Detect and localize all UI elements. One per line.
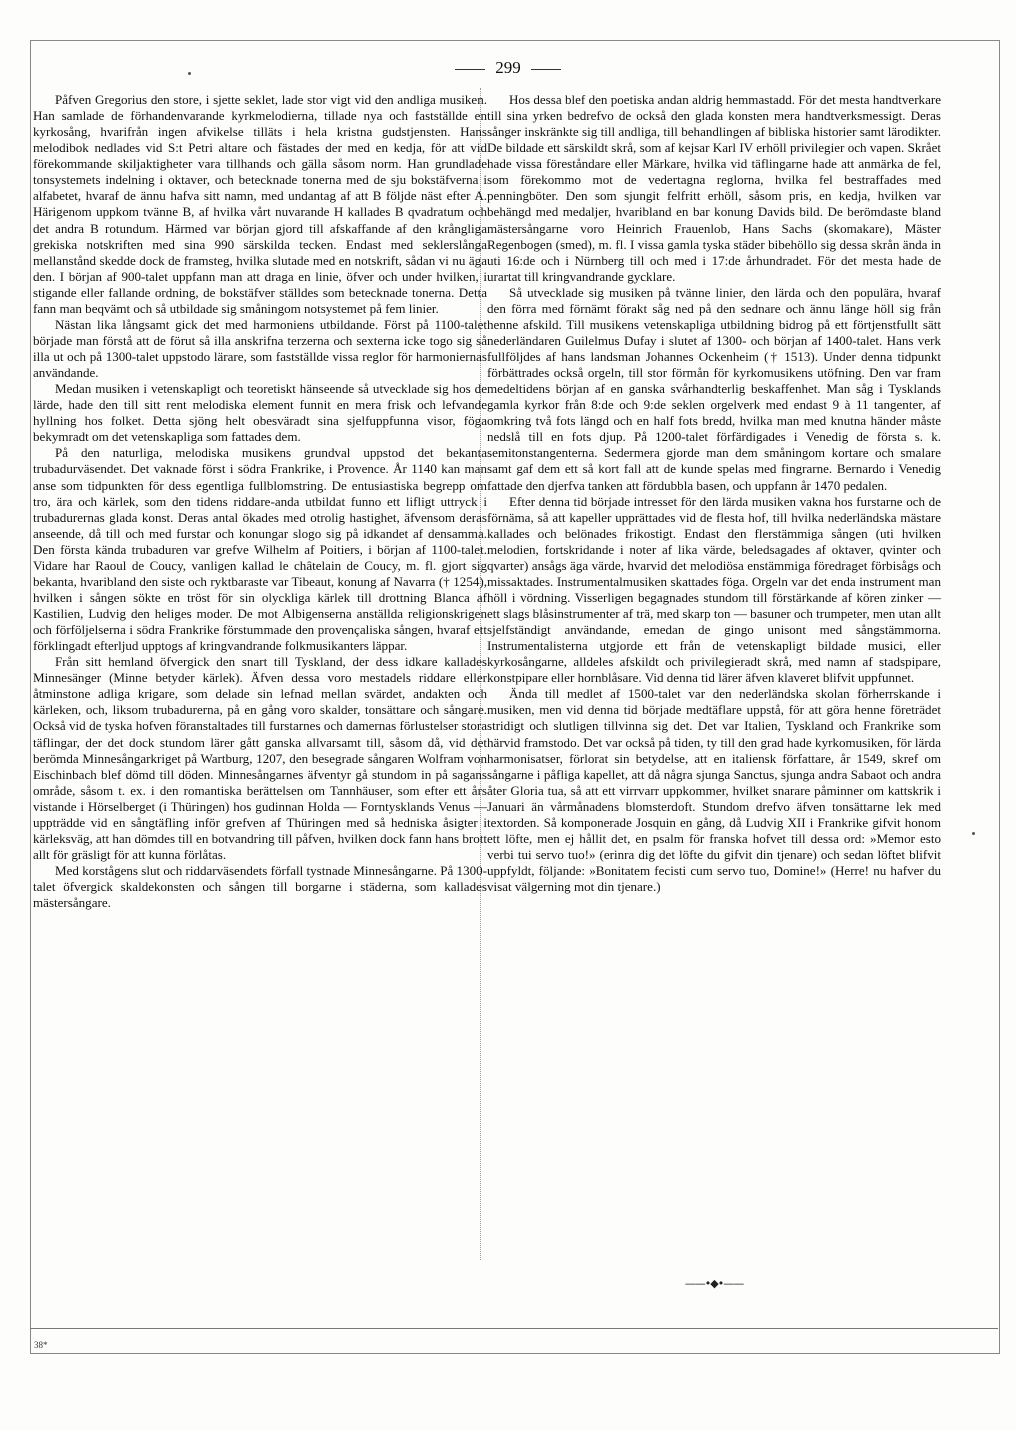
paragraph: På den naturliga, melodiska musikens grundval uppstod det bekanta trubadurväsendet. Det vaknade först i södra Frankrike, i Provence. År 1140 kan man anse som tidpunkten för dess egentliga fullblomstring. De entusiastiska begrepp om tro, ära och kärlek, som den tidens riddare-anda utbildat funno ett lifligt uttryck i trubadurernas glada konst. Deras antal ökades med otrolig hastighet, äfvensom deras anseende, då till och med furstar och konungar slogo sig på idkandet af densamma. Den första kända trubaduren var grefve Wilhelm af Poitiers, i början af 1100-talet. Vidare har Raoul de Coucy, vanligen kallad le châtelain de Coucy, m. fl. gjort sig bekanta, hvaribland den siste och ryktbaraste var Tibeaut, konung af Navarra († 1254), hvilken i sången sökte en tröst för sin olyckliga kärlek till drottning Blanca af Kastilien, Ludvig den heliges moder. De mot Albigenserna anställda religionskrigen och förföljelserna i södra Frankrike förstummade den provençaliska sången, hvaraf ett förklingadt efterljud upptogs af kringvandrande folkmusikanters läppar. <box>33 445 487 654</box>
printer-signature: 38* <box>34 1340 48 1350</box>
end-ornament: ——•◆•—— <box>684 1277 744 1290</box>
paragraph: Medan musiken i vetenskapligt och teoretiskt hänseende så utvecklade sig hos de lärde, hade den till sitt rent melodiska element funnit en mera frisk och lefvande hyllning hos folket. Detta sjöng helt obesväradt sina sjelfuppfunna visor, föga bekymradt om det vetenskapliga som fattades dem. <box>33 381 487 445</box>
right-column <box>487 92 941 895</box>
paragraph: Efter denna tid började intresset för den lärda musiken vakna hos furstarne och de förnäma, så att kapeller upprättades vid de flesta hof, till hvilka nederländska mästare kallades och belönades frikostigt. Endast den flerstämmiga sången (uti hvilken melodien, fortskridande i noter af lika värde, beledsagades af oktaver, qvinter och qvarter) ansågs äga värde, hvarvid det melodiösa enstämmiga föredraget förbisågs och missaktades. Instrumentalmusiken skattades föga. Orgeln var det enda instrument man höll i vördning. Visserligen begagnades stundom till förstärkande af kören zinker — ett slags blåsinstrumenter af trä, med skarp ton — basuner och trumpeter, men utan allt sjelfständigt användande, emedan de gingo unisont med sångstämmorna. Instrumentalisterna utgjorde ett från de vetenskapligt bildade musici, eller kyrkosångarne, alldeles afskildt och privilegieradt skrå, med namn af stadspipare, konstpipare eller hornblåsare. Vid denna tid lärer äfven klaveret blifvit uppfunnet. <box>487 493 941 686</box>
paragraph: Från sitt hemland öfvergick den snart till Tyskland, der dess idkare kallades Minnesänger (Minne betyder kärlek). Äfven dessa voro mestadels riddare eller åtminstone adliga krigare, som delade sin lefnad mellan svärdet, andakten och kärleken, och, liksom trubadurerna, på en gång voro skalder, tonsättare och sångare. Också vid de tyska hofven föranstaltades till furstarnes och damernas förlustelser stora täflingar, der det dock stundom lärer gått ganska allvarsamt till, såsom då, vid det berömda Minnesångarkriget på Wartburg, 1207, den besegrade sångaren Wolfram von Eischinbach blef dömd till döden. Minnesångarnes äfventyr gå stundom in på sagans område, såsom t. ex. i den romantiska berättelsen om Tannhäuser, som efter ett års vistande i Hörselberget (i Thüringen) hos gudinnan Holda — Forntysklands Venus — uppträdde vid en sångtäfling inför grefven af Thüringen med så hedniska åsigter i kärleksväg, att han dömdes till en botvandring till påfven, hvilken dock fann hans brott allt för gräsligt för att kunna förlåtas. <box>33 654 487 862</box>
footer-rule <box>30 1328 998 1329</box>
print-speck <box>972 832 975 835</box>
paragraph: Hos dessa blef den poetiska andan aldrig hemmastadd. För det mesta handtverkare till sina yrken bedrefvo de också den glada konsten mera handtverksmessigt. Deras sånger inskränkte sig till andliga, till behandlingen af bibliska historier samt lärodikter. De bildade ett särskildt skrå, som af kejsar Karl IV erhöll privilegier och vapen. Skrået hade vissa föreståndare eller Märkare, hvilka vid täflingarne hade att anmärka de fel, som förekommo mot de vedertagna reglorna, hvilka fel bestraffades med penningböter. Den som sjungit felfritt erhöll, såsom pris, en kedja, hvilken var behängd med medaljer, hvaribland en bar konung Davids bild. De berömdaste bland mästersångarne voro Heinrich Frauenlob, Hans Sachs (skomakare), Mäster Regenbogen (smed), m. fl. I vissa gamla tyska städer bibehöllo sig dessa skrån ända in uti 16:de och i Nürnberg till och med i 17:de århundradet. För det mesta hade de urartat till kringvandrande gycklare. <box>487 92 941 284</box>
page-number: 299 <box>495 58 521 77</box>
paragraph: Nästan lika långsamt gick det med harmoniens utbildande. Först på 1100-talet började man förstå att de förut så illa anskrifna terzerna och sexterna icke togo sig så illa ut och på 1300-talet uppstodo lärare, som fastställde vissa reglor för harmoniernas användande. <box>33 316 487 381</box>
paragraph: Ända till medlet af 1500-talet var den nederländska skolan förherrskande i musiken, men vid denna tid började medtäflare uppstå, för att göra henne företrädet stridigt och slutligen tillvinna sig det. Det var Italien, Tyskland och Frankrike som härvid framstodo. Det var också på tiden, ty till den grad hade kyrkomusiken, för lärda harmonisatser, förlorat sin betydelse, att en italiensk författare, år 1549, skref om sångarne i påfliga kapellet, att då några sjunga Sanctus, sjunga andra Sabaot och andra åter Gloria tua, så att ett virrvarr uppkommer, hvilket snarare påminner om kattskrik i Januari än vårmånadens blomsterdoft. Stundom drefvo äfven tonsättarne lek med textorden. Så komponerade Josquin en gång, då Ludvig XII i Frankrike gifvit honom ett löfte, men ej hållit det, en psalm för franska hofvet till dessa ord: »Memor esto verbi tui servo tuo!» (erinra dig det löfte du gifvit din tjenare) och sedan löftet blifvit uppfyldt, följande: »Bonitatem fecisti cum servo tuo, Domine!» (Herre! nu hafver du visat välgerning mot din tjenare.) <box>487 686 941 895</box>
paragraph: Med korstågens slut och riddarväsendets förfall tystnade Minnesångarne. På 1300-talet öfvergick skaldekonsten och sången till borgarne i städerna, som kallades mästersångare. <box>33 863 487 911</box>
page-number-dash <box>455 69 485 70</box>
paragraph: Påfven Gregorius den store, i sjette seklet, lade stor vigt vid den andliga musiken. Han samlade de förhandenvarande kyrkmelodierna, tillade nya och fastställde en kyrkosång, hvarifrån ingen afvikelse tilläts i hela kristna gudstjensten. Hans melodibok nedlades vid S:t Petri altare och fästades der med en kedja, för att vid förekommande skiljaktigheter vara tillhands och gälla såsom norm. Han grundlade tonsystemets indelning i oktaver, och betecknade tonerna med de sju bokstäfverna i alfabetet, hvaraf de ännu hafva sitt namn, med undantag af att B följde näst efter A. Härigenom uppkom tvänne B, af hvilka vårt nuvarande H kallades B qvadratum och det andra B rotundum. Härmed var början gjord till afskaffande af den krångliga grekiska notskriften med sina 990 särskilda tecken. Endast med seklerslånga mellanstånd skedde dock de framsteg, hvilka slutade med en notskrift, sådan vi nu äga den. I början af 900-talet uppfann man att draga en linie, öfver och under hvilken, i stigande eller fallande ordning, de bokstäfver ställdes som betecknade tonerna. Detta fann man beqvämt och så utbildade sig småningom notsystemet på fem linier. <box>33 92 487 316</box>
page-number-header <box>0 58 1016 78</box>
page-number-dash <box>531 69 561 70</box>
left-column <box>33 92 487 911</box>
paragraph: Så utvecklade sig musiken på tvänne linier, den lärda och den populära, hvaraf den förra med förnämt förakt såg ned på den sednare och ännu länge höll sig från henne afskild. Till musikens vetenskapliga utbildning bidrog på ett förtjenstfullt sätt nederländaren Guilelmus Dufay i slutet af 1300- och början af 1400-talet. Hans verk fullföljdes af hans landsman Johannes Ockenheim († 1513). Under denna tidpunkt förbättrades också orgeln, till stor förmån för kyrkomusikens utöfning. Den var fram medeltidens början af en ganska svårhandterlig beskaffenhet. Man såg i Tysklands gamla kyrkor från 8:de och 9:de seklen orgelverk med endast 9 à 11 tangenter, af omkring två fots längd och en half fots bredd, hvilka man med knutna händer måste nedslå till en fots djup. På 1200-talet förfärdigades i Venedig de första s. k. semitonstangenterna. Sedermera gjorde man dem småningom kortare och smalare samt gaf dem ett så kort fall att de kunde spelas med fingrarne. Bernardo i Venedig fattade den djerfva tanken att fördubbla basen, och uppfann år 1470 pedalen. <box>487 284 941 493</box>
